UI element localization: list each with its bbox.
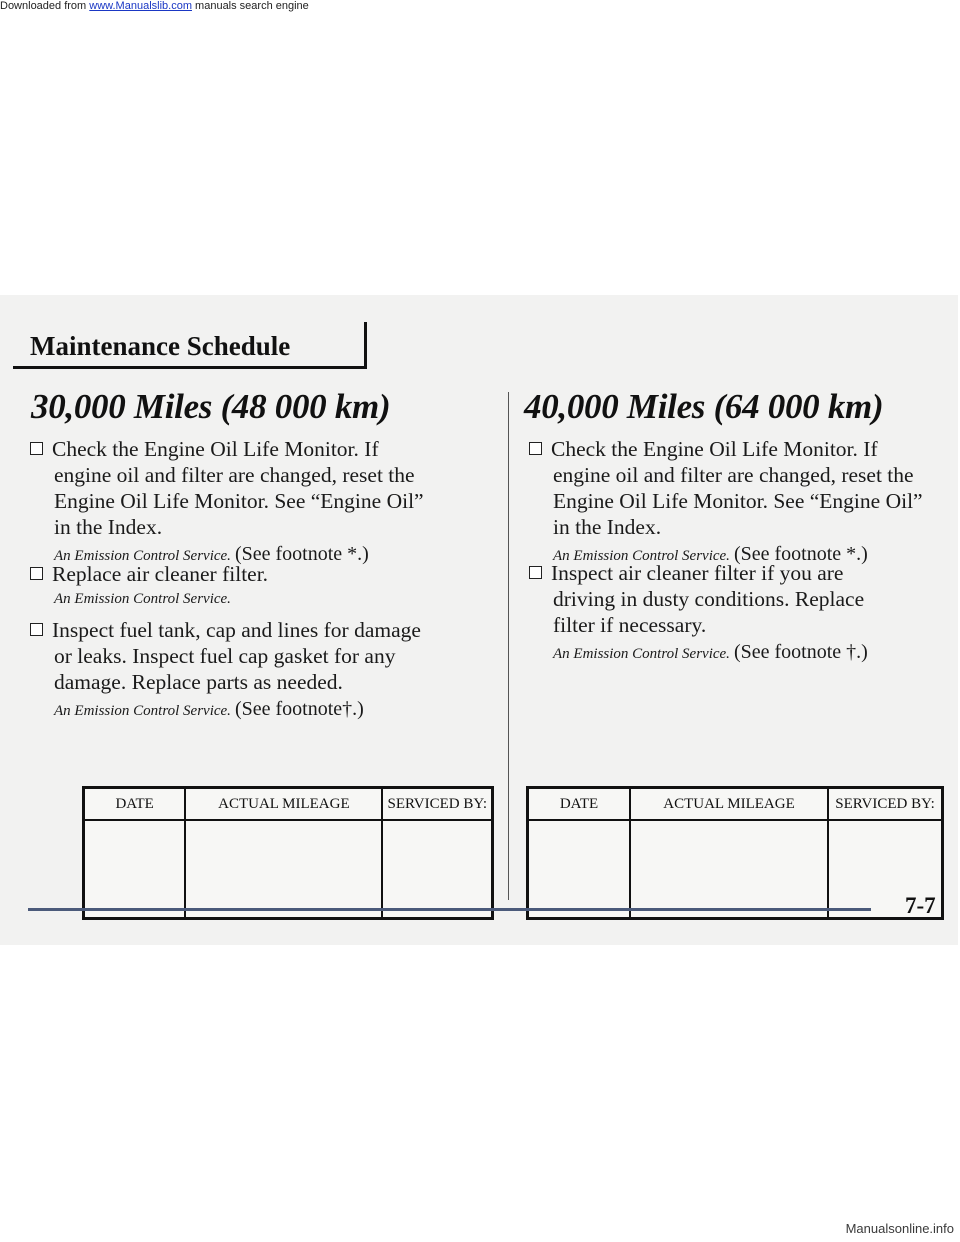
checkbox-icon[interactable] [30,442,43,455]
footnote-ref: (See footnote†.) [234,698,364,720]
column-divider [508,392,509,900]
date-header: DATE [528,788,631,821]
item-text: in the Index. [553,515,662,539]
mileage-header: ACTUAL MILEAGE [630,788,828,821]
left-item-1 [30,436,450,566]
left-column-title: 30,000 Miles (48 000 km) [31,387,391,426]
right-item-2 [529,560,949,664]
date-header: DATE [84,788,186,821]
banner-prefix: Downloaded from [0,0,87,12]
date-cell[interactable] [528,820,631,919]
emission-note: An Emission Control Service. [54,703,231,719]
footnote-ref: (See footnote *.) [733,543,868,565]
page-number: 7-7 [905,893,936,918]
right-service-log-table [526,786,944,920]
item-text: filter if necessary. [553,613,707,637]
emission-note: An Emission Control Service. [553,646,730,662]
item-text: damage. Replace parts as needed. [54,670,343,694]
left-item-2 [30,561,450,608]
mileage-header: ACTUAL MILEAGE [185,788,382,821]
serviced-by-cell[interactable] [382,820,492,919]
item-text: driving in dusty conditions. Replace [553,587,865,611]
item-text: or leaks. Inspect fuel cap gasket for any [54,644,396,668]
manualsonline-watermark: Manualsonline.info [845,1221,954,1236]
footer-rule [28,908,871,911]
checkbox-icon[interactable] [529,566,542,579]
manual-page [0,295,958,945]
footnote-ref: (See footnote *.) [234,543,369,565]
checkbox-icon[interactable] [30,623,43,636]
item-text: Inspect fuel tank, cap and lines for damage [52,618,421,642]
serviced-by-header: SERVICED BY: [828,788,943,821]
item-text: engine oil and filter are changed, reset the [553,463,914,487]
banner-suffix: manuals search engine [195,0,309,12]
download-banner [0,0,309,12]
item-text: in the Index. [54,515,163,539]
item-text: Check the Engine Oil Life Monitor. If [551,437,878,461]
item-text: engine oil and filter are changed, reset the [54,463,415,487]
right-item-1 [529,436,949,566]
footnote-ref: (See footnote †.) [733,641,868,663]
mileage-cell[interactable] [630,820,828,919]
manualslib-link[interactable]: www.Manualslib.com [89,0,192,12]
item-text: Engine Oil Life Monitor. See “Engine Oil” [553,489,923,513]
item-text: Check the Engine Oil Life Monitor. If [52,437,379,461]
checkbox-icon[interactable] [30,567,43,580]
left-service-log-table [82,786,494,920]
item-text: Replace air cleaner filter. [52,562,269,586]
section-title: Maintenance Schedule [30,331,291,361]
left-item-3 [30,617,450,721]
right-column-title: 40,000 Miles (64 000 km) [524,387,884,426]
item-text: Inspect air cleaner filter if you are [551,561,844,585]
emission-note: An Emission Control Service. [54,591,231,607]
date-cell[interactable] [84,820,186,919]
item-text: Engine Oil Life Monitor. See “Engine Oil” [54,489,424,513]
serviced-by-header: SERVICED BY: [382,788,492,821]
emission-note: An Emission Control Service. [54,548,231,564]
emission-note: An Emission Control Service. [553,548,730,564]
checkbox-icon[interactable] [529,442,542,455]
mileage-cell[interactable] [185,820,382,919]
